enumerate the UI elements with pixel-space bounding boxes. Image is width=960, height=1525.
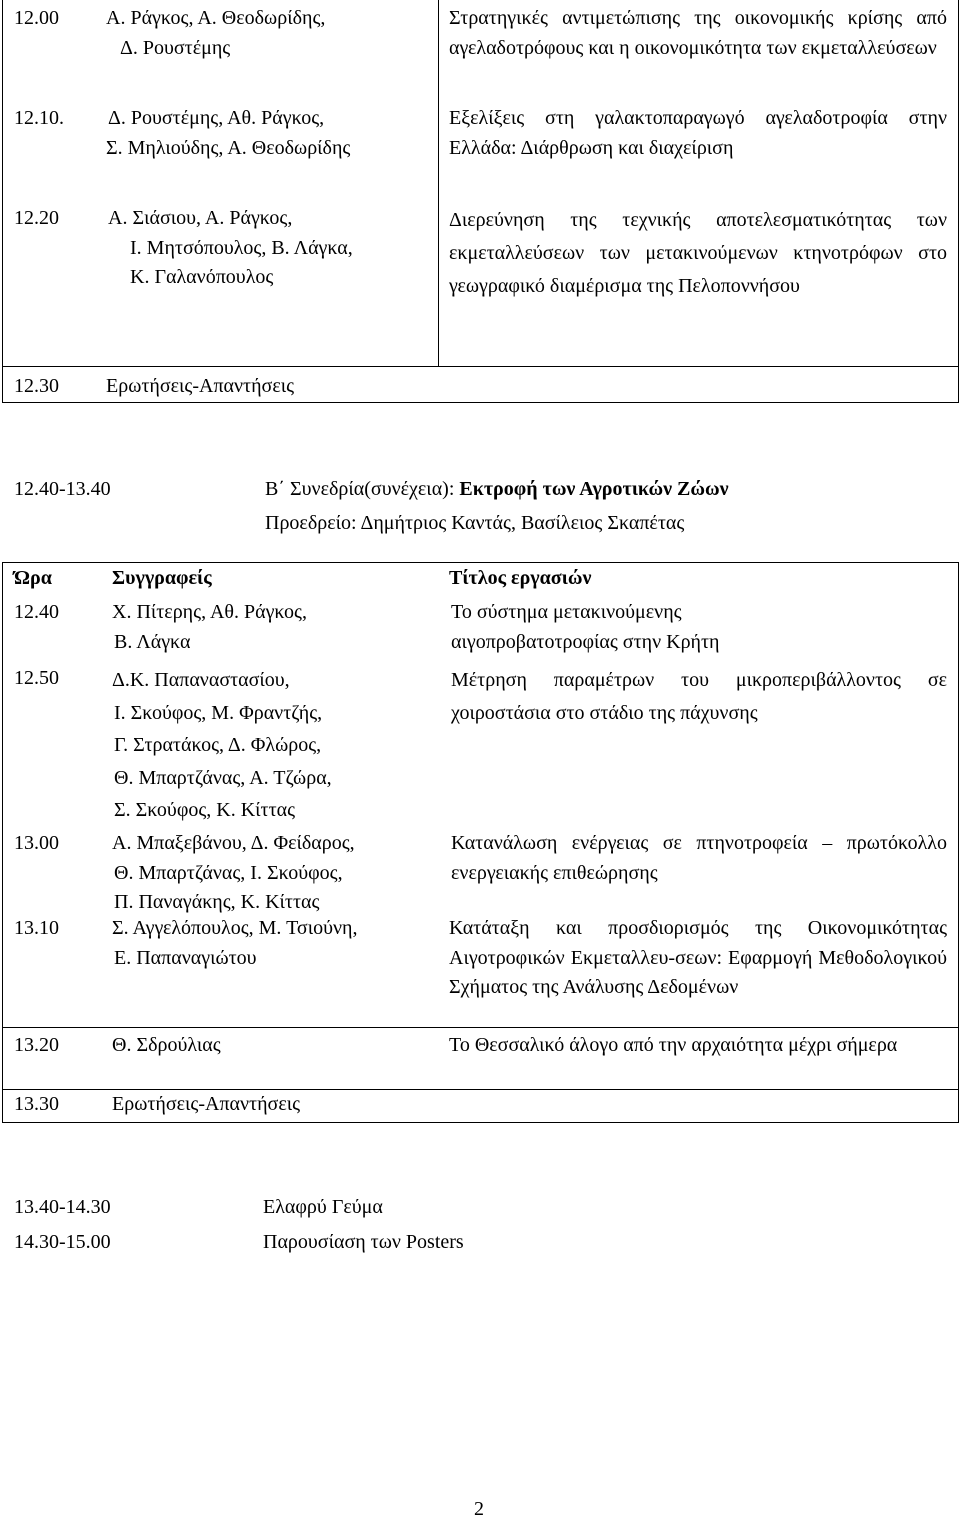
- author-line: Σ. Μηλιούδης, Α. Θεοδωρίδης: [106, 136, 351, 159]
- author-line: Κ. Γαλανόπουλος: [130, 266, 274, 288]
- author-line: Α. Σιάσιου, Α. Ράγκος,: [108, 207, 293, 229]
- author-line: Π. Παναγάκης, Κ. Κίττας: [114, 891, 320, 913]
- author-line: Β. Λάγκα: [114, 630, 191, 653]
- row-time: 13.20: [14, 1034, 59, 1056]
- top-table-divider: [438, 0, 439, 367]
- row-time: 13.10: [14, 917, 59, 939]
- row-time: 12.20: [14, 207, 59, 229]
- row-time: 12.00: [14, 7, 59, 29]
- row-time: 13.30: [14, 1093, 59, 1115]
- author-line: Χ. Πίτερης, Αθ. Ράγκος,: [112, 601, 307, 623]
- session-topic: Εκτροφή των Αγροτικών Ζώων: [459, 478, 729, 500]
- row-time: 12.40: [14, 601, 59, 623]
- row-authors: [112, 664, 442, 827]
- author-line: Ι. Μητσόπουλος, Β. Λάγκα,: [130, 236, 353, 259]
- author-line: Θ. Μπαρτζάνας, Α. Τζώρα,: [114, 766, 332, 789]
- row-authors: [112, 914, 442, 973]
- row-title: Διερεύνηση της τεχνικής αποτελεσματικότητας των εκμεταλλεύσεων των μετακινούμενων κτηνοτρόφων στο γεωγραφικό διαμέρισμα της Πελοποννήσου: [449, 209, 947, 297]
- row-title: Το σύστημα μετακινούμενης αιγοπροβατοτροφίας στην Κρήτη: [451, 601, 720, 653]
- schedule-event: Ελαφρύ Γεύμα: [263, 1196, 383, 1218]
- author-line: Ε. Παπαναγιώτου: [114, 946, 257, 969]
- author-line: Σ. Αγγελόπουλος, Μ. Τσιούνη,: [112, 917, 358, 939]
- row-title: Εξελίξεις στη γαλακτοπαραγωγό αγελαδοτροφία στην Ελλάδα: Διάρθρωση και διαχείριση: [449, 107, 947, 159]
- row-authors: [112, 829, 442, 918]
- row-authors: Θ. Σδρούλιας: [112, 1034, 221, 1056]
- row-authors: Ερωτήσεις-Απαντήσεις: [106, 375, 295, 397]
- header-title: Τίτλος εργασιών: [449, 567, 592, 589]
- row-title: Το Θεσσαλικό άλογο από την αρχαιότητα μέχρι σήμερα: [449, 1034, 898, 1056]
- row-time: 12.30: [14, 375, 59, 397]
- row-time: 12.10.: [14, 107, 64, 129]
- header-time: Ώρα: [14, 567, 52, 589]
- author-line: Ι. Σκούφος, Μ. Φραντζής,: [114, 701, 323, 724]
- header-authors: Συγγραφείς: [112, 567, 212, 589]
- author-line: Α. Μπαξεβάνου, Δ. Φείδαρος,: [112, 832, 355, 854]
- schedule-event: Παρουσίαση των Posters: [263, 1231, 464, 1253]
- session-title: [265, 475, 729, 505]
- session-time: 12.40-13.40: [14, 478, 111, 500]
- schedule-time: 13.40-14.30: [14, 1196, 111, 1218]
- author-line: Σ. Σκούφος, Κ. Κίττας: [114, 799, 296, 821]
- author-line: Θ. Μπαρτζάνας, Ι. Σκούφος,: [114, 861, 343, 884]
- row-authors: [106, 204, 431, 293]
- author-line: Δ. Ρουστέμης, Αθ. Ράγκος,: [108, 107, 325, 129]
- row-authors: [112, 598, 442, 657]
- top-table-row-separator: [2, 366, 959, 367]
- row-time: 13.00: [14, 832, 59, 854]
- schedule-time: 14.30-15.00: [14, 1231, 111, 1253]
- session-label: Β΄ Συνεδρία(συνέχεια):: [265, 478, 460, 500]
- row-title: Κατάταξη και προσδιορισμός της Οικονομικότητας Αιγοτροφικών Εκμεταλλευ-σεων: Εφαρμογή Μεθοδολογικού Σχήματος της Ανάλυσης Δεδομένων: [449, 917, 947, 998]
- row-authors: [106, 104, 431, 163]
- table-row-separator: [2, 1027, 959, 1028]
- row-authors: Ερωτήσεις-Απαντήσεις: [112, 1093, 301, 1115]
- author-line: Δ.Κ. Παπαναστασίου,: [112, 669, 290, 691]
- author-line: Γ. Στρατάκος, Δ. Φλώρος,: [114, 734, 322, 756]
- page-number: 2: [474, 1498, 484, 1520]
- author-line: Δ. Ρουστέμης: [120, 36, 231, 59]
- row-authors: [106, 4, 431, 63]
- row-title: Μέτρηση παραμέτρων του μικροπεριβάλλοντος σε χοιροστάσια στο στάδιο της πάχυνσης: [451, 669, 947, 724]
- row-time: 12.50: [14, 667, 59, 689]
- author-line: Α. Ράγκος, Α. Θεοδωρίδης,: [106, 7, 326, 29]
- session-chairs: Προεδρείο: Δημήτριος Καντάς, Βασίλειος Σκαπέτας: [265, 512, 685, 534]
- row-title: Κατανάλωση ενέργειας σε πτηνοτροφεία – πρωτόκολλο ενεργειακής επιθεώρησης: [451, 832, 947, 884]
- row-title: Στρατηγικές αντιμετώπισης της οικονομικής κρίσης από αγελαδοτρόφους και η οικονομικότητα των εκμεταλλεύσεων: [449, 7, 947, 59]
